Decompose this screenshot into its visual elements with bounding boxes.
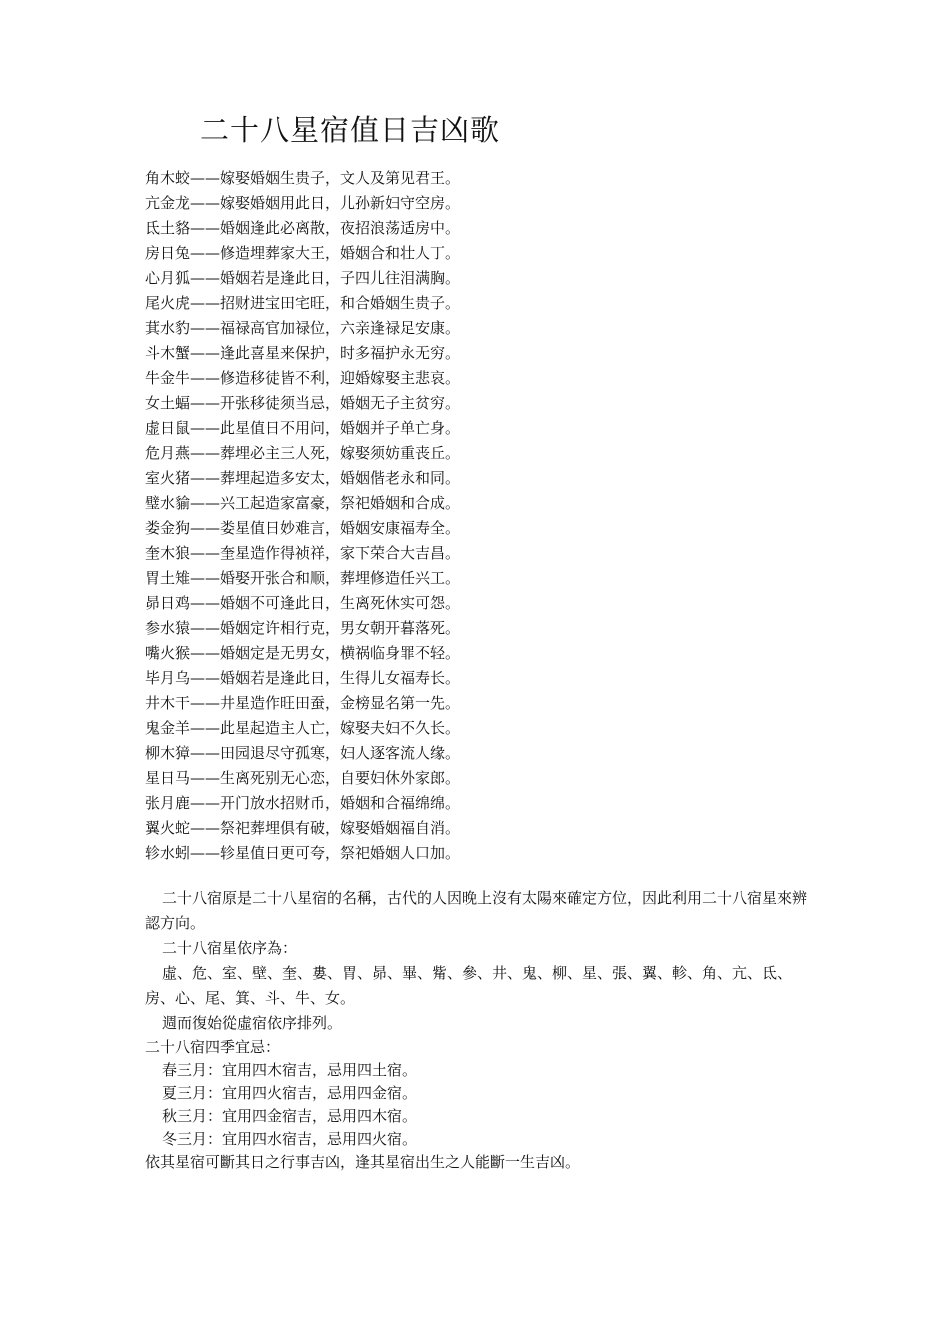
verse-line: 张月鹿——开门放水招财币，婚姻和合福绵绵。	[145, 794, 461, 812]
verse-list	[145, 166, 825, 866]
verse-line: 昴日鸡——婚姻不可逢此日，生离死休实可怨。	[145, 594, 461, 612]
verse-line: 井木干——井星造作旺田蚕，金榜显名第一先。	[145, 694, 461, 712]
verse-line: 萁水豹——福禄高官加禄位，六亲逢禄足安康。	[145, 319, 461, 337]
season-item-winter: 冬三月：宜用四水宿吉，忌用四火宿。	[162, 1130, 418, 1148]
verse-line: 鬼金羊——此星起造主人亡，嫁娶夫妇不久长。	[145, 719, 461, 737]
verse-line: 轸水蚓——轸星值日更可夸，祭祀婚姻人口加。	[145, 844, 461, 862]
verse-line: 危月燕——葬埋必主三人死，嫁娶须妨重丧丘。	[145, 444, 461, 462]
verse-line: 奎木狼——奎星造作得祯祥，家下荣合大吉昌。	[145, 544, 461, 562]
document-title: 二十八星宿值日吉凶歌	[200, 113, 501, 147]
seasons-heading: 二十八宿四季宜忌：	[145, 1038, 281, 1056]
verse-line: 亢金龙——嫁娶婚姻用此日，儿孙新妇守空房。	[145, 194, 461, 212]
verse-line: 房日兔——修造埋葬家大王，婚姻合和壮人丁。	[145, 244, 461, 262]
verse-line: 室火猪——葬埋起造多安太，婚姻偕老永和同。	[145, 469, 461, 487]
verse-line: 毕月乌——婚姻若是逢此日，生得儿女福寿长。	[145, 669, 461, 687]
season-item-autumn: 秋三月：宜用四金宿吉，忌用四木宿。	[162, 1107, 418, 1125]
verse-line: 胃土雉——婚娶开张合和顺，葬埋修造任兴工。	[145, 569, 461, 587]
verse-line: 璧水貐——兴工起造家富豪，祭祀婚姻和合成。	[145, 494, 461, 512]
verse-line: 星日马——生离死别无心恋，自要妇休外家郎。	[145, 769, 461, 787]
verse-line: 牛金牛——修造移徒皆不利，迎婚嫁娶主悲哀。	[145, 369, 461, 387]
verse-line: 参水猿——婚姻定许相行克，男女朝开暮落死。	[145, 619, 461, 637]
order-heading: 二十八宿星依序為：	[162, 939, 298, 957]
verse-line: 斗木蟹——逢此喜星来保护，时多福护永无穷。	[145, 344, 461, 362]
verse-line: 氐土貉——婚姻逢此必离散，夜招浪荡适房中。	[145, 219, 461, 237]
season-list	[145, 1059, 813, 1151]
conclusion-line: 依其星宿可斷其日之行事吉凶，逢其星宿出生之人能斷一生吉凶。	[145, 1153, 581, 1171]
verse-line: 女土蝠——开张移徒须当忌，婚姻无子主贫穷。	[145, 394, 461, 412]
verse-line: 虚日鼠——此星值日不用问，婚姻并子单亡身。	[145, 419, 461, 437]
order-list: 虛、危、室、壁、奎、婁、胃、昴、畢、觜、參、井、鬼、柳、星、張、翼、軫、角、亢、氐、房、心、尾、箕、斗、牛、女。	[145, 964, 793, 1007]
verse-line: 娄金狗——娄星值日妙难言，婚姻安康福寿全。	[145, 519, 461, 537]
verse-line: 嘴火猴——婚姻定是无男女，横祸临身罪不轻。	[145, 644, 461, 662]
verse-line: 柳木獐——田园退尽守孤寒，妇人逐客流人缘。	[145, 744, 461, 762]
verse-line: 心月狐——婚姻若是逢此日，子四儿往泪满胸。	[145, 269, 461, 287]
verse-line: 翼火蛇——祭祀葬埋俱有破，嫁娶婚姻福自消。	[145, 819, 461, 837]
season-item-spring: 春三月：宜用四木宿吉，忌用四土宿。	[162, 1061, 418, 1079]
explanatory-notes	[145, 886, 813, 1174]
intro-paragraph: 二十八宿原是二十八星宿的名稱，古代的人因晚上沒有太陽來確定方位，因此利用二十八宿星來辨認方向。	[145, 889, 808, 932]
cycle-note: 週而復始從虛宿依序排列。	[162, 1014, 343, 1032]
verse-line: 角木蛟——嫁娶婚姻生贵子，文人及第见君王。	[145, 169, 461, 187]
season-item-summer: 夏三月：宜用四火宿吉，忌用四金宿。	[162, 1084, 418, 1102]
verse-line: 尾火虎——招财进宝田宅旺，和合婚姻生贵子。	[145, 294, 461, 312]
